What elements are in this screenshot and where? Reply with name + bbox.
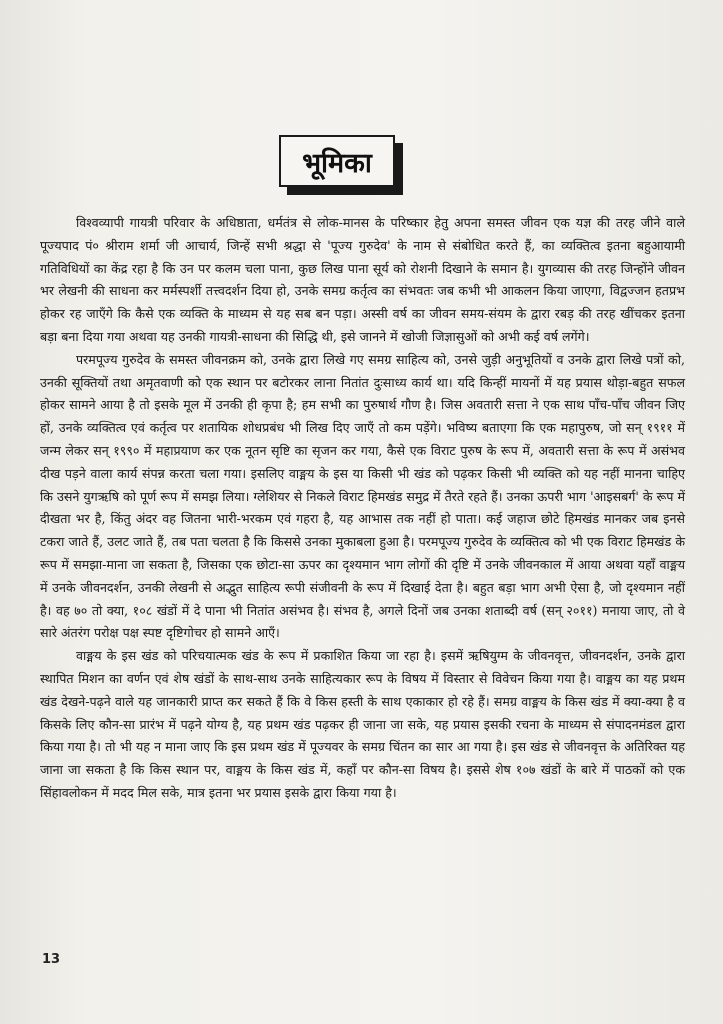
paragraph-3: वाङ्मय के इस खंड को परिचयात्मक खंड के रूप में प्रकाशित किया जा रहा है। इसमें ऋषियुग्म के जीवनवृत्त, जीवनदर्शन, उनके द्वारा स्थापित मिशन का वर्णन एवं शेष खंडों के साथ-साथ उनके साहित्यकार रूप के विषय में विस्तार से विवेचन किया गया है। वाङ्मय का यह प्रथम खंड देखने-पढ़ने वाले यह जानकारी प्राप्त कर सकते हैं कि वे किस हस्ती के साथ एकाकार हो रहे हैं। समग्र वाङ्मय के किस खंड में क्या-क्या है व किसके लिए कौन-सा प्रारंभ में पढ़ने योग्य है, यह प्रथम खंड पढ़कर ही जाना जा सके, यह प्रयास इसकी रचना के माध्यम से संपादनमंडल द्वारा किया गया है। तो भी यह न माना जाए कि इस प्रथम खंड में पूज्यवर के समग्र चिंतन का सार आ गया है। इस खंड से जीवनवृत्त के अतिरिक्त यह जाना जा सकता है कि किस स्थान पर, वाङ्मय के किस खंड में, कहाँ पर कौन-सा विषय है। इससे शेष १०७ खंडों के बारे में पाठकों को एक सिंहावलोकन में मदद मिल सके, मात्र इतना भर प्रयास इसके द्वारा किया गया है। [40, 648, 685, 800]
paragraph-1: विश्वव्यापी गायत्री परिवार के अधिष्ठाता, धर्मतंत्र से लोक-मानस के परिष्कार हेतु अपना समस्त जीवन एक यज्ञ की तरह जीने वाले पूज्यपाद पं० श्रीराम शर्मा जी आचार्य, जिन्हें सभी श्रद्धा से 'पूज्य गुरुदेव' के नाम से संबोधित करते हैं, का व्यक्तित्व इतना बहुआयामी गतिविधियों का केंद्र रहा है कि उन पर कलम चला पाना, कुछ लिख पाना सूर्य को रोशनी दिखाने के समान है। युगव्यास की तरह जिन्होंने जीवन भर लेखनी की साधना कर मर्मस्पर्शी तत्त्वदर्शन दिया हो, उनके समग्र कर्तृत्व का संभवतः जब कभी भी आकलन किया जाएगा, विद्वज्जन हतप्रभ होकर रह जाएँगे कि कैसे एक व्यक्ति के माध्यम से यह सब बन पड़ा। अस्सी वर्ष का जीवन समय-संयम के द्वारा रबड़ की तरह खींचकर इतना बड़ा बना दिया गया अथवा यह उनकी गायत्री-साधना की सिद्धि थी, इसे जानने में खोजी जिज्ञासुओं को अभी कई वर्ष लगेंगे। [40, 215, 685, 344]
chapter-title-box [279, 135, 395, 187]
body-text [40, 212, 685, 805]
paragraph-2: परमपूज्य गुरुदेव के समस्त जीवनक्रम को, उनके द्वारा लिखे गए समग्र साहित्य को, उनसे जुड़ी अनुभूतियों व उनके द्वारा लिखे पत्रों को, उनकी सूक्तियों तथा अमृतवाणी को एक स्थान पर बटोरकर लाना नितांत दुःसाध्य कार्य था। यदि किन्हीं मायनों में यह प्रयास थोड़ा-बहुत सफल होकर सामने आया है तो इसके मूल में उनकी ही कृपा है; हम सभी का पुरुषार्थ गौण है। जिस अवतारी सत्ता ने एक साथ पाँच-पाँच जीवन जिए हों, उनके व्यक्तित्व एवं कर्तृत्व पर शतायिक शोधप्रबंध भी लिख दिए जाएँ तो कम पड़ेंगे। भविष्य बताएगा कि एक महापुरुष, जो सन् १९११ में जन्म लेकर सन् १९९० में महाप्रयाण कर एक नूतन सृष्टि का सृजन कर गया, कैसे एक विराट पुरुष के रूप में, अवतारी सत्ता के रूप में असंभव दीख पड़ने वाला कार्य संपन्न करता चला गया। इसलिए वाङ्मय के इस या किसी भी खंड को पढ़कर किसी भी व्यक्ति को यह नहीं मानना चाहिए कि उसने युगऋषि को पूर्ण रूप में समझ लिया। ग्लेशियर से निकले विराट हिमखंड समुद्र में तैरते रहते हैं। उनका ऊपरी भाग 'आइसबर्ग' के रूप में दीखता भर है, किंतु अंदर वह जितना भारी-भरकम एवं गहरा है, यह आभास तक नहीं हो पाता। कई जहाज छोटे हिमखंड मानकर जब इनसे टकरा जाते हैं, उलट जाते हैं, तब पता चलता है कि किससे उनका मुकाबला हुआ है। परमपूज्य गुरुदेव के व्यक्तित्व को भी एक विराट हिमखंड के रूप में समझा-माना जा सकता है, जिसका एक छोटा-सा ऊपर का दृश्यमान भाग लोगों की दृष्टि में उनके जीवनकाल में आया अथवा यहाँ वाङ्मय में उनके जीवनदर्शन, उनकी लेखनी से अद्भुत साहित्य रूपी संजीवनी के रूप में दिखाई देता है। बहुत बड़ा भाग अभी ऐसा है, जो दृश्यमान नहीं है। वह ७० तो क्या, १०८ खंडों में दे पाना भी नितांत असंभव है। संभव है, अगले दिनों जब उनका शताब्दी वर्ष (सन् २०११) मनाया जाए, तो वे सारे अंतरंग परोक्ष पक्ष स्पष्ट दृष्टिगोचर हो सामने आएँ। [40, 351, 685, 641]
page-number: 13 [42, 952, 61, 967]
chapter-title: भूमिका [279, 135, 395, 187]
